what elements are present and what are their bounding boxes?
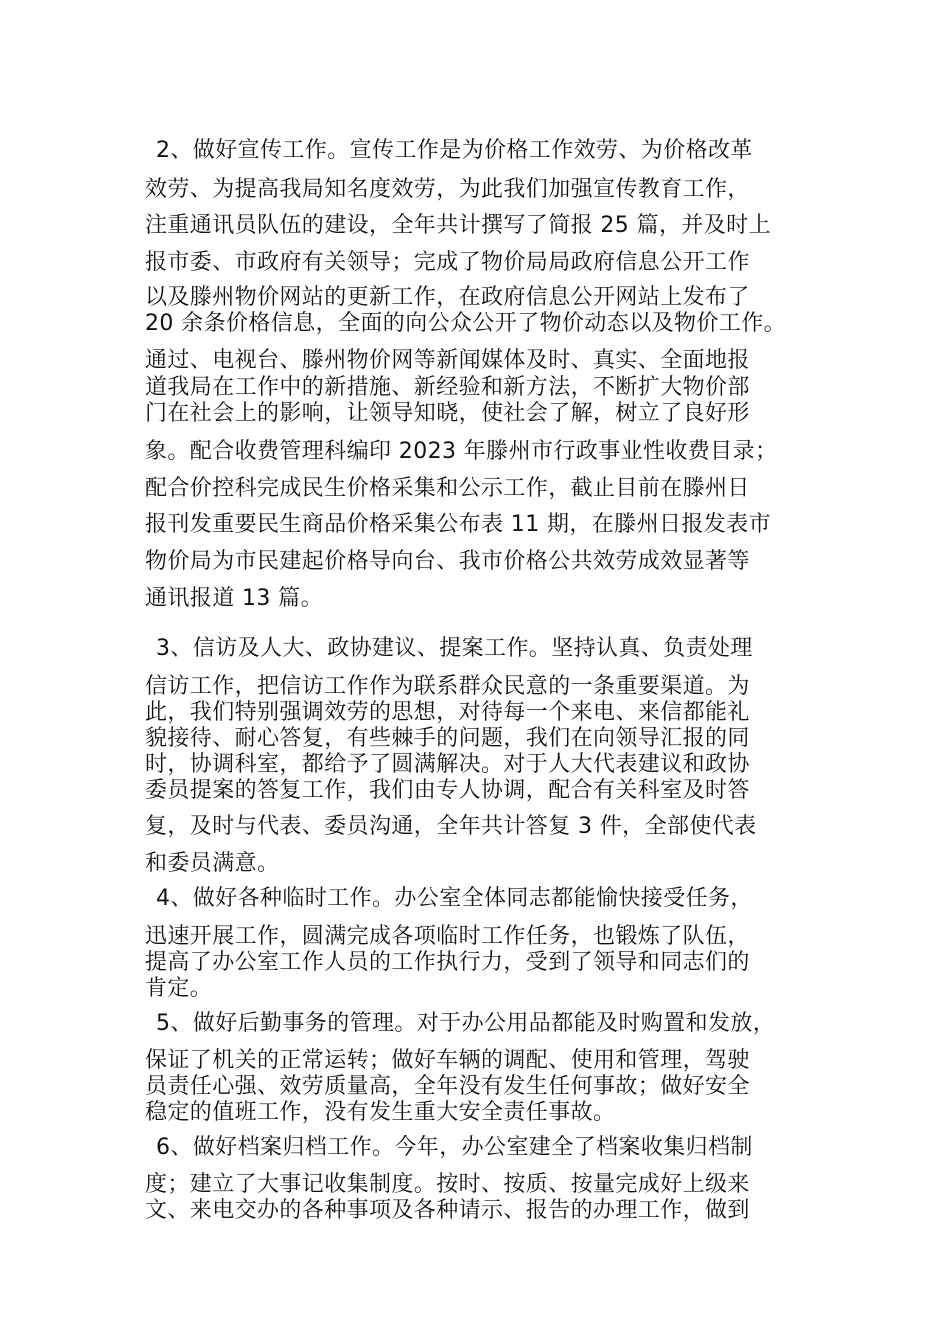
paragraph-text-line: 委员提案的答复工作，我们由专人协调，配合有关科室及时答 — [145, 778, 750, 803]
paragraph-text-line: 注重通讯员队伍的建设，全年共计撰写了简报 25 篇，并及时上 — [145, 213, 771, 238]
paragraph-text-line: 迅速开展工作，圆满完成各项临时工作任务，也锻炼了队伍， — [145, 924, 750, 949]
paragraph-text-line: 信访工作，把信访工作作为联系群众民意的一条重要渠道。为 — [145, 674, 750, 699]
paragraph-heading-line: 2、做好宣传工作。宣传工作是为价格工作效劳、为价格改革 — [156, 138, 753, 163]
paragraph-text-line: 以及滕州物价网站的更新工作，在政府信息公开网站上发布了 — [145, 285, 750, 310]
paragraph-text-line: 通过、电视台、滕州物价网等新闻媒体及时、真实、全面地报 — [145, 348, 750, 373]
paragraph-text-line: 通讯报道 13 篇。 — [145, 586, 323, 611]
paragraph-text-line: 和委员满意。 — [145, 851, 280, 876]
paragraph-text-line: 门在社会上的影响，让领导知晓，使社会了解，树立了良好形 — [145, 401, 750, 426]
paragraph-heading-line: 3、信访及人大、政协建议、提案工作。坚持认真、负责处理 — [156, 636, 753, 661]
paragraph-text-line: 配合价控科完成民生价格采集和公示工作，截止目前在滕州日 — [145, 476, 750, 501]
paragraph-text-line: 20 余条价格信息，全面的向公众公开了物价动态以及物价工作。 — [145, 311, 786, 336]
paragraph-text-line: 文、来电交办的各种事项及各种请示、报告的办理工作，做到 — [145, 1198, 750, 1223]
paragraph-text-line: 此，我们特别强调效劳的思想，对待每一个来电、来信都能礼 — [145, 700, 750, 725]
paragraph-heading-line: 5、做好后勤事务的管理。对于办公用品都能及时购置和发放， — [156, 1011, 776, 1036]
paragraph-text-line: 度；建立了大事记收集制度。按时、按质、按量完成好上级来 — [145, 1172, 750, 1197]
paragraph-text-line: 象。配合收费管理科编印 2023 年滕州市行政事业性收费目录； — [145, 439, 778, 464]
paragraph-text-line: 保证了机关的正常运转；做好车辆的调配、使用和管理，驾驶 — [145, 1048, 750, 1073]
paragraph-text-line: 肯定。 — [145, 976, 213, 1001]
paragraph-heading-line: 4、做好各种临时工作。办公室全体同志都能愉快接受任务， — [156, 886, 753, 911]
paragraph-text-line: 报市委、市政府有关领导；完成了物价局局政府信息公开工作 — [145, 250, 750, 275]
paragraph-text-line: 提高了办公室工作人员的工作执行力，受到了领导和同志们的 — [145, 950, 750, 975]
paragraph-text-line: 道我局在工作中的新措施、新经验和新方法，不断扩大物价部 — [145, 375, 750, 400]
paragraph-text-line: 稳定的值班工作，没有发生重大安全责任事故。 — [145, 1100, 616, 1125]
paragraph-text-line: 报刊发重要民生商品价格采集公布表 11 期，在滕州日报发表市 — [145, 512, 771, 537]
paragraph-text-line: 效劳、为提高我局知名度效劳，为此我们加强宣传教育工作， — [145, 177, 750, 202]
paragraph-text-line: 复，及时与代表、委员沟通，全年共计答复 3 件，全部使代表 — [145, 814, 757, 839]
paragraph-text-line: 貌接待、耐心答复，有些棘手的问题，我们在向领导汇报的同 — [145, 726, 750, 751]
paragraph-text-line: 时，协调科室，都给予了圆满解决。对于人大代表建议和政协 — [145, 752, 750, 777]
paragraph-text-line: 物价局为市民建起价格导向台、我市价格公共效劳成效显著等 — [145, 549, 750, 574]
paragraph-heading-line: 6、做好档案归档工作。今年，办公室建全了档案收集归档制 — [156, 1135, 753, 1160]
paragraph-text-line: 员责任心强、效劳质量高，全年没有发生任何事故；做好安全 — [145, 1074, 750, 1099]
